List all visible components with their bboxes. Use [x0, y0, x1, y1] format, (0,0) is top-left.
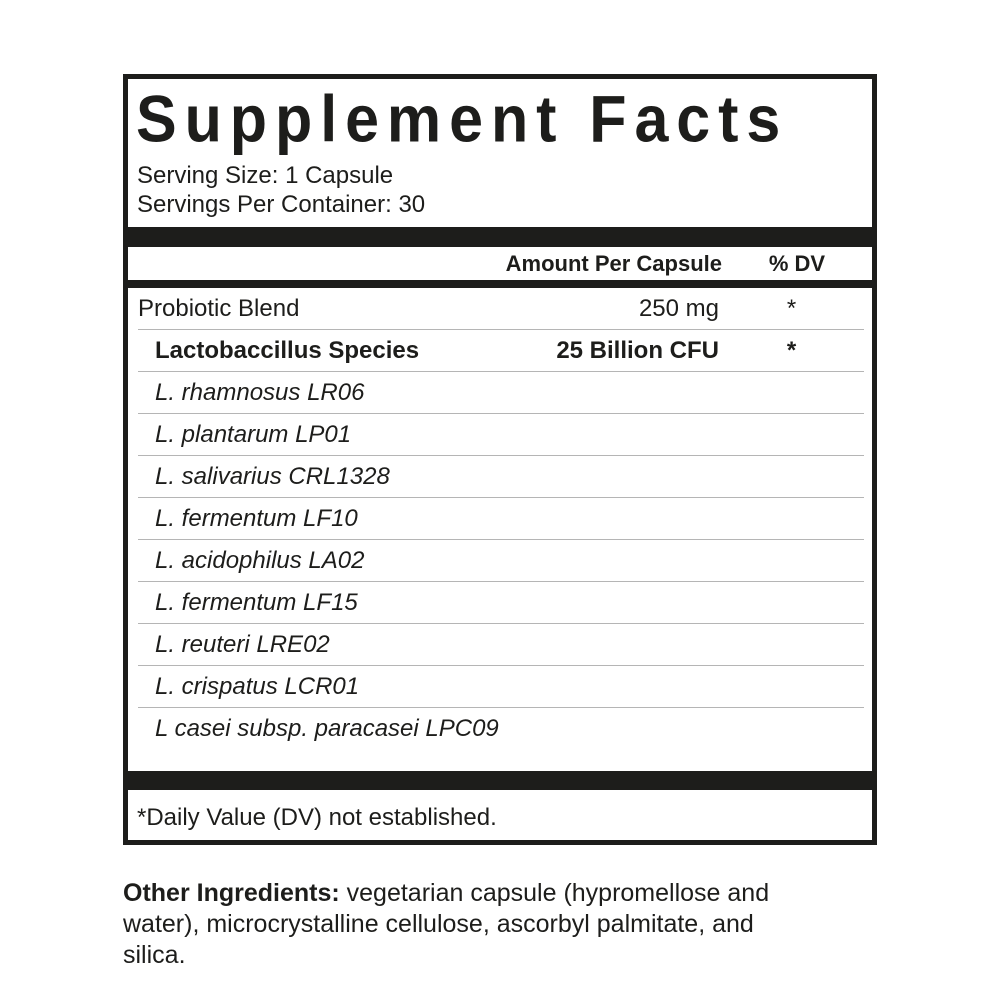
ingredient-name: L. fermentum LF10: [155, 504, 358, 532]
table-row: [138, 414, 864, 456]
ingredient-name: L. rhamnosus LR06: [155, 378, 365, 406]
table-row: [138, 456, 864, 498]
footnote: *Daily Value (DV) not established.: [137, 804, 497, 831]
servings-per-container: Servings Per Container: 30: [137, 191, 426, 218]
header-bar: [128, 227, 872, 247]
serving-size: Serving Size: 1 Capsule: [137, 162, 394, 189]
table-row: [138, 288, 864, 330]
other-ingredients: [123, 878, 813, 971]
ingredient-name: L. salivarius CRL1328: [155, 462, 390, 490]
other-ingredients-label: Other Ingredients:: [123, 879, 340, 907]
ingredient-dv: *: [786, 336, 797, 364]
ingredient-name: L. crispatus LCR01: [155, 672, 360, 700]
table-row: [138, 330, 864, 372]
table-row: [138, 540, 864, 582]
ingredient-name: L casei subsp. paracasei LPC09: [155, 714, 499, 742]
panel-title: Supplement Facts: [136, 82, 789, 156]
ingredient-name: L. reuteri LRE02: [155, 630, 330, 658]
column-headers-row: [128, 247, 872, 280]
other-ingredients-text: vegetarian capsule (hypromellose and water), microcrystalline cellulose, ascorbyl palmitate, and silica.: [123, 879, 770, 969]
ingredient-name: Lactobaccillus Species: [155, 336, 420, 364]
table-row: [138, 372, 864, 414]
header-underline-bar: [128, 280, 872, 288]
table-row: [138, 498, 864, 540]
ingredient-amount: 25 Billion CFU: [556, 336, 719, 364]
table-row: [138, 666, 864, 708]
table-row: [138, 708, 864, 749]
ingredient-name: L. acidophilus LA02: [155, 546, 365, 574]
column-header-dv: % DV: [768, 250, 826, 276]
column-header-amount: Amount Per Capsule: [505, 250, 722, 276]
ingredient-name: Probiotic Blend: [138, 294, 300, 322]
ingredient-table: [128, 288, 872, 749]
ingredient-name: L. plantarum LP01: [155, 420, 352, 448]
supplement-facts-panel: [123, 74, 877, 845]
table-row: [138, 582, 864, 624]
ingredient-dv: *: [786, 294, 797, 322]
footer-bar: [128, 771, 872, 790]
ingredient-name: L. fermentum LF15: [155, 588, 358, 616]
ingredient-amount: 250 mg: [638, 294, 719, 322]
table-row: [138, 624, 864, 666]
